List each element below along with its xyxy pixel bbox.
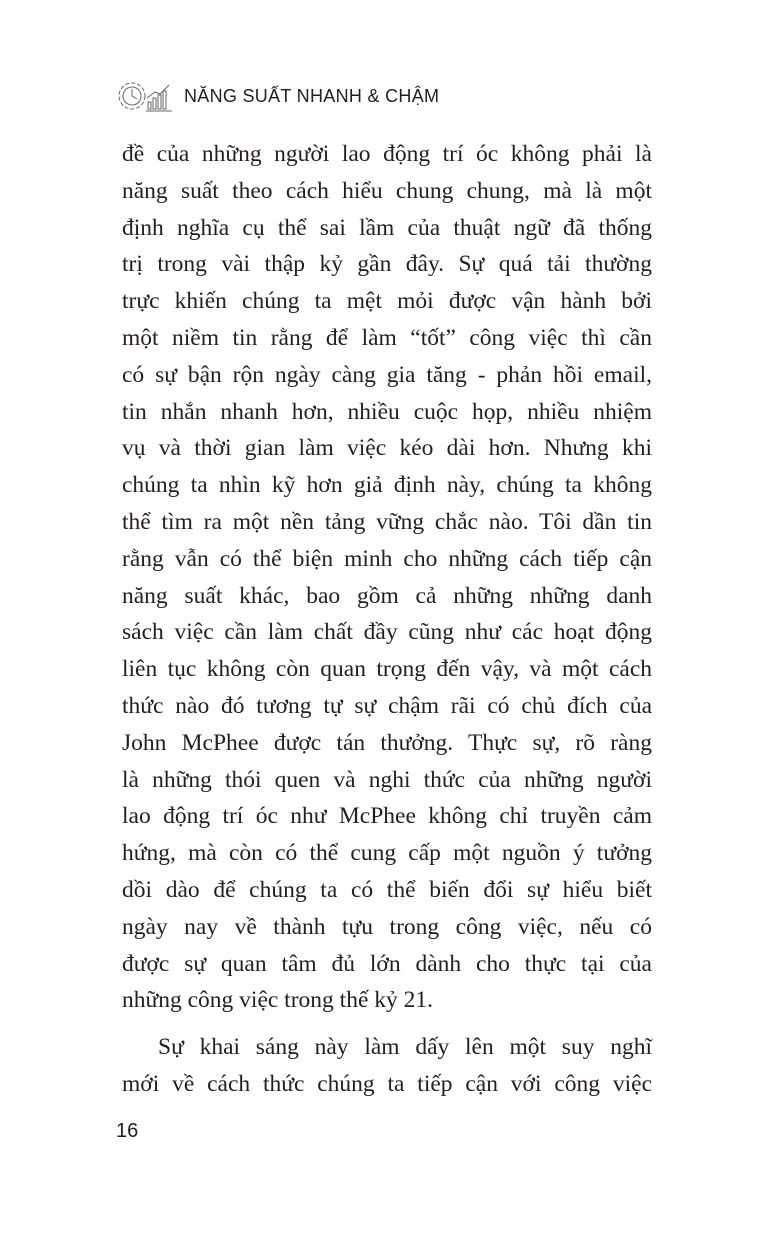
- text-line: John McPhee được tán thưởng. Thực sự, rõ ràng: [122, 729, 652, 756]
- text-line: rằng vẫn có thể biện minh cho những cách tiếp cận: [122, 545, 652, 572]
- text-line: trị trong vài thập kỷ gần đây. Sự quá tải thường: [122, 251, 652, 278]
- paragraph: [122, 136, 652, 1019]
- text-line: năng suất khác, bao gồm cả những những danh: [122, 582, 652, 609]
- text-line: chúng ta nhìn kỹ hơn giả định này, chúng ta không: [122, 472, 652, 499]
- text-line: tin nhắn nhanh hơn, nhiều cuộc họp, nhiều nhiệm: [122, 398, 652, 425]
- book-title: NĂNG SUẤT NHANH & CHẬM: [184, 85, 440, 106]
- body-text: [122, 136, 652, 1103]
- text-line: đề của những người lao động trí óc không phải là: [122, 141, 652, 167]
- text-line: năng suất theo cách hiểu chung chung, mà là một: [122, 177, 652, 204]
- text-line: là những thói quen và nghi thức của những người: [122, 766, 652, 793]
- running-header: [114, 78, 439, 114]
- text-line: thức nào đó tương tự sự chậm rãi có chủ đích của: [122, 692, 652, 719]
- gear-clock-chart-icon: [114, 78, 176, 114]
- text-line: dồi dào để chúng ta có thể biến đổi sự hiểu biết: [122, 876, 652, 903]
- text-line: ngày nay về thành tựu trong công việc, nếu có: [122, 913, 652, 940]
- text-line: vụ và thời gian làm việc kéo dài hơn. Nhưng khi: [122, 435, 652, 462]
- text-line: được sự quan tâm đủ lớn dành cho thực tại của: [122, 950, 652, 977]
- page-number: 16: [116, 1120, 139, 1142]
- text-line: lao động trí óc như McPhee không chỉ truyền cảm: [122, 803, 652, 830]
- text-line: mới về cách thức chúng ta tiếp cận với công việc: [122, 1070, 652, 1097]
- text-line: sách việc cần làm chất đầy cũng như các hoạt động: [122, 619, 652, 646]
- text-line: một niềm tin rằng để làm “tốt” công việc thì cần: [122, 324, 652, 351]
- text-line: trực khiến chúng ta mệt mỏi được vận hành bởi: [122, 288, 652, 315]
- paragraph-gap: [122, 1019, 652, 1029]
- text-line: hứng, mà còn có thể cung cấp một nguồn ý tưởng: [122, 840, 652, 867]
- text-line: Sự khai sáng này làm dấy lên một suy nghĩ: [158, 1034, 652, 1061]
- text-line: có sự bận rộn ngày càng gia tăng - phản hồi email,: [122, 361, 652, 388]
- paragraph: [122, 1029, 652, 1103]
- text-line: thể tìm ra một nền tảng vững chắc nào. Tôi dần tin: [122, 508, 652, 535]
- text-line: liên tục không còn quan trọng đến vậy, và một cách: [122, 656, 652, 683]
- text-line: những công việc trong thế kỷ 21.: [122, 987, 433, 1014]
- text-line: định nghĩa cụ thể sai lầm của thuật ngữ đã thống: [122, 214, 652, 241]
